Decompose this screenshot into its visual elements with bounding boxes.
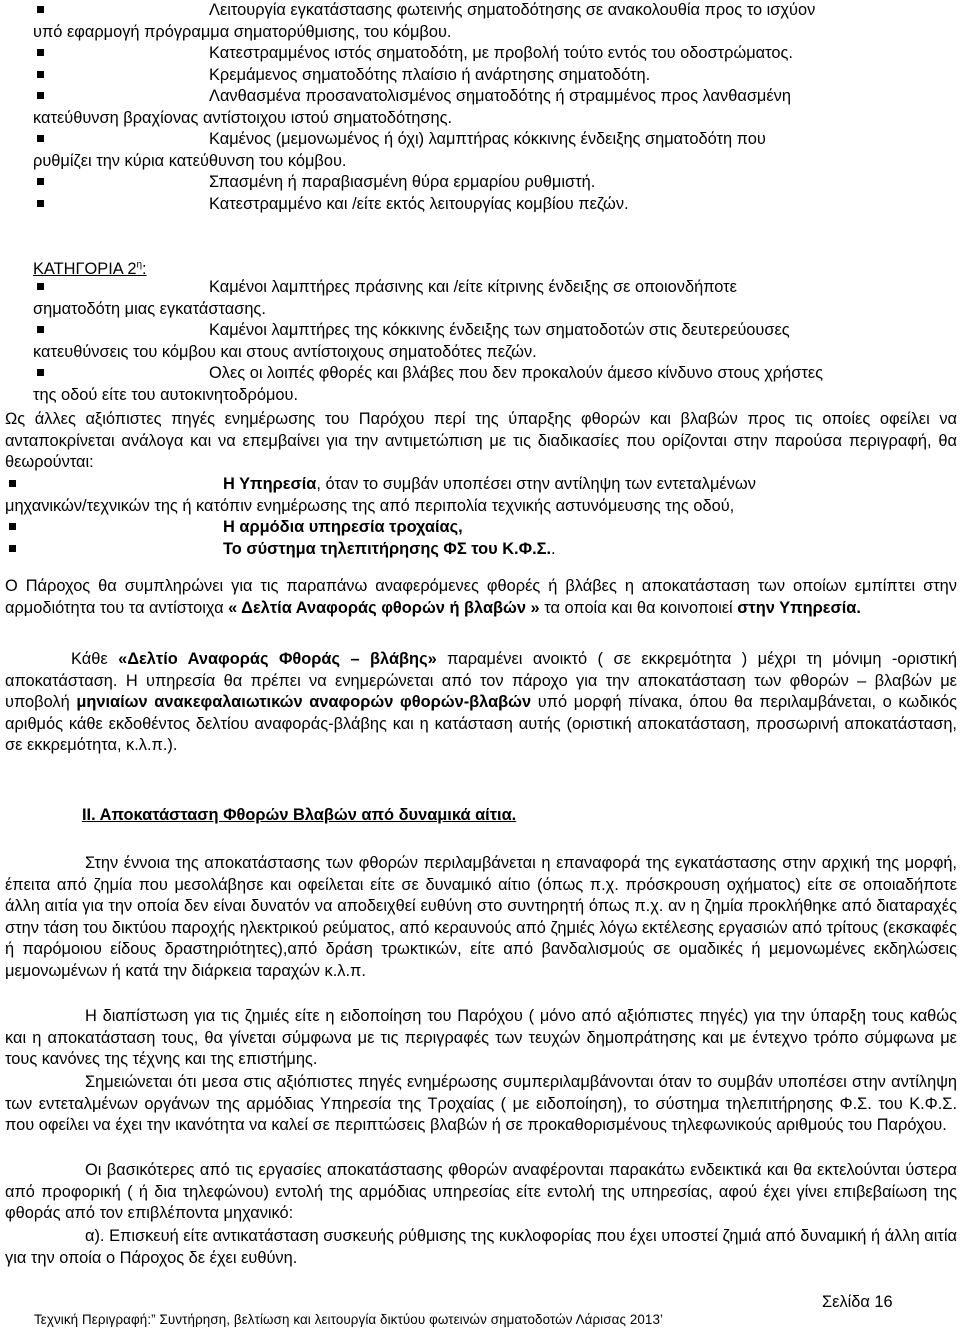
square-bullet-icon [37,0,49,22]
square-bullet-icon [37,43,49,65]
body-paragraph-1: Στην έννοια της αποκατάστασης των φθορών περιλαμβάνεται η επαναφορά της εγκατάστασης στην αρχική της μορφή, έπειτα από ζημία που μεσολάβησε και οφείλεται είτε σε δυναμικό αίτιο (όπως π.χ. πρόσκρουση οχήματος) είτε σε οποιαδήποτε άλλη αιτία για την οποία δεν είναι δυνατόν να αποδειχθεί ευθύνη στο συντηρητή όπως π.χ. αν η ζημία προκλήθηκε από διαταραχές στην τάση του δικτύου παροχής ηλεκτρικού ρεύματος, από κεραυνούς από ζημιές λόγω εκτέλεσης εργασιών από τρίτους (εκσκαφές ή παρόμοιου είδους δραστηριότητες),από δράση τρωκτικών, είτε από βανδαλισμούς σε ομαδικές ή μεμονωμένες εκδηλώσεις μεμονωμένων ή κατά την διάρκεια ταραχών κ.λ.π. [5,854,957,980]
body-paragraph-2: Η διαπίστωση για τις ζημιές είτε η ειδοποίηση του Παρόχου ( μόνο από αξιόπιστες πηγές) για την ύπαρξη τους καθώς και η αποκατάσταση τους, θα γίνεται σύμφωνα με τις περιγραφές των τευχών δημοπράτησης και με έντεχνο τρόπο σύμφωνα με τους κανόνες της τέχνης και της επιστήμης. [5,1007,957,1068]
category-2-heading: ΚΑΤΗΓΟΡΙΑ $2^\eta$: [33,260,147,279]
square-bullet-icon [37,320,49,342]
category-2-list [33,277,957,406]
square-bullet-icon [9,539,21,561]
square-bullet-icon [37,194,49,216]
square-bullet-icon [37,86,49,108]
square-bullet-icon [9,474,21,496]
square-bullet-icon [37,129,49,151]
delta-paragraph: Κάθε «Δελτίο Αναφοράς Φθοράς – βλάβης» παραμένει ανοικτό ( σε εκκρεμότητα ) μέχρι τη μόνιμη -οριστική αποκατάσταση. Η υπηρεσία θα πρέπει να ενημερώνεται από τον πάροχο για την αποκατάσταση των φθορών – βλαβών με υποβολή μηνιαίων ανακεφαλαιωτικών αναφορών φθορών-βλαβών υπό μορφή πίνακα, όπου θα περιλαμβάνεται, ο κωδικός αριθμός κάθε εκδοθέντος δελτίου αναφοράς-βλάβης και η κατάσταση αυτής (οριστική αποκατάσταση, προσωρινή αποκατάσταση, σε εκκρεμότητα, κ.λ.π.). [5,650,957,754]
list-item: Καμένοι λαμπτήρες πράσινης και /είτε κίτρινης ένδειξης σε οποιονδήποτε σηματοδότη μιας εγκατάστασης. [33,278,737,318]
list-item: Ολες οι λοιπές φθορές και βλάβες που δεν προκαλούν άμεσο κίνδυνο στους χρήστες της οδού είτε του αυτοκινητοδρόμου. [33,364,824,404]
sources-list [5,474,957,560]
list-item: Η Υπηρεσία, όταν το συμβάν υποπέσει στην αντίληψη των εντεταλμένων μηχανικών/τεχνικών της ή κατόπιν ενημέρωσης της από περιπολία τεχνικής αστυνόμευσης της οδού, [5,475,756,515]
section-heading: ΙΙ. Αποκατάσταση Φθορών Βλαβών από δυναμικά αίτια. [82,806,517,824]
list-item: Καμένος (μεμονωμένος ή όχι) λαμπτήρας κόκκινης ένδειξης σηματοδότη που ρυθμίζει την κύρια κατεύθυνση του κόμβου. [33,130,766,170]
footer-text: Τεχνική Περιγραφή:” Συντήρηση, βελτίωση και λειτουργία δικτύου φωτεινών σηματοδοτών Λάρισας 2013’ [34,1312,664,1327]
category-1-list [33,0,957,215]
list-item: Καμένοι λαμπτήρες της κόκκινης ένδειξης των σηματοδοτών στις δευτερεύουσες κατευθύνσεις του κόμβου και στους αντίστοιχους σηματοδότες πεζών. [33,321,790,361]
list-item: Η αρμόδια υπηρεσία τροχαίας, [5,517,957,539]
intro-paragraph: Ως άλλες αξιόπιστες πηγές ενημέρωσης του Παρόχου περί της ύπαρξης φθορών και βλαβών προς τις οποίες οφείλει να ανταποκρίνεται ανάλογα και να επεμβαίνει για την αντιμετώπιση με τις διαδικασίες που ορίζονται στην παρούσα περιγραφή, θα θεωρούνται: [5,410,957,471]
list-item: Λανθασμένα προσανατολισμένος σηματοδότης ή στραμμένος προς λανθασμένη κατεύθυνση βραχίονας αντίστοιχου ιστού σηματοδότησης. [33,87,791,127]
report-paragraph: Ο Πάροχος θα συμπληρώνει για τις παραπάνω αναφερόμενες φθορές ή βλάβες η αποκατάσταση των οποίων εμπίπτει στην αρμοδιότητα του τα αντίστοιχα « Δελτία Αναφοράς φθορών ή βλαβών » τα οποία και θα κοινοποιεί στην Υπηρεσία. [5,577,957,617]
square-bullet-icon [37,172,49,194]
list-item: Κρεμάμενος σηματοδότης πλαίσιο ή ανάρτησης σηματοδότη. [33,65,957,87]
list-item: Σπασμένη ή παραβιασμένη θύρα ερμαρίου ρυθμιστή. [33,172,957,194]
list-item: Κατεστραμμένο και /είτε εκτός λειτουργίας κομβίου πεζών. [33,194,957,216]
page-number: Σελίδα 16 [822,1293,893,1311]
body-paragraph-4: Οι βασικότερες από τις εργασίες αποκατάστασης φθορών αναφέρονται παρακάτω ενδεικτικά και θα εκτελούνται ύστερα από προφορική ( ή δια τηλεφώνου) εντολή της αρμόδιας υπηρεσίας είτε εντολή της υπηρεσίας, αφού έχει γίνει επιβεβαίωση της φθοράς από τον επιβλέποντα μηχανικό: [5,1161,957,1222]
list-item-alpha: α). Επισκευή είτε αντικατάσταση συσκευής ρύθμισης της κυκλοφορίας που έχει υποστεί ζημιά από δυναμική ή άλλη αιτία για την οποία ο Πάροχος δε έχει ευθύνη. [5,1227,957,1267]
list-item: Λειτουργία εγκατάστασης φωτεινής σηματοδότησης σε ανακολουθία προς το ισχύον υπό εφαρμογή πρόγραμμα σηματορύθμισης, του κόμβου. [33,1,816,41]
square-bullet-icon [37,363,49,385]
body-paragraph-3: Σημειώνεται ότι μεσα στις αξιόπιστες πηγές ενημέρωσης συμπεριλαμβάνονται όταν το συμβάν υποπέσει στην αντίληψη των εντεταλμένων οργάνων της αρμόδιας Υπηρεσία της Τροχαίας ( με ειδοποίηση), το σύστημα τηλεπιτήρησης Φ.Σ. του Κ.Φ.Σ. που οφείλει να έχει την ικανότητα να καλεί σε περιπτώσεις βλαβών ή σε προκαθορισμένους τηλεφωνικούς αριθμούς του Παρόχου. [5,1073,957,1134]
square-bullet-icon [9,517,21,539]
square-bullet-icon [37,277,49,299]
list-item: Κατεστραμμένος ιστός σηματοδότη, με προβολή τούτο εντός του οδοστρώματος. [33,43,957,65]
square-bullet-icon [37,65,49,87]
list-item: Το σύστημα τηλεπιτήρησης ΦΣ του Κ.Φ.Σ.. [5,539,957,561]
